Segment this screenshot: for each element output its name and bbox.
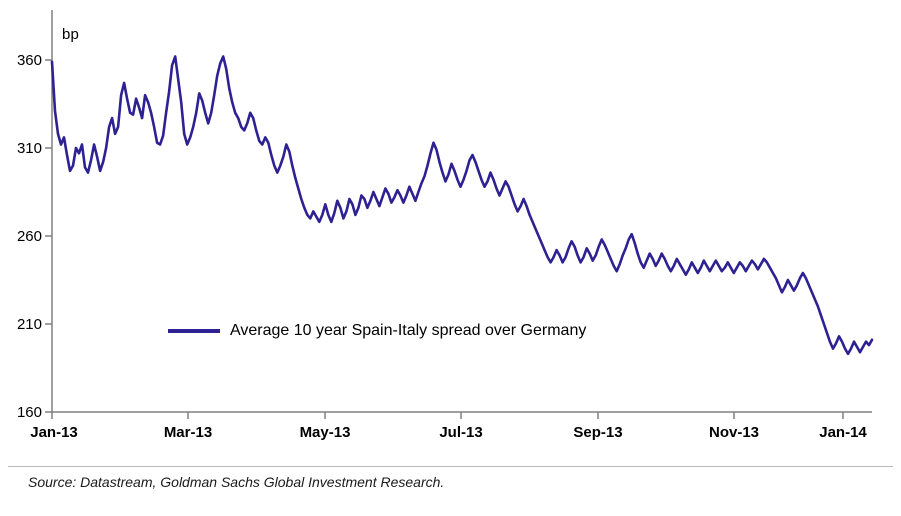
series-line-spain-italy-spread xyxy=(52,57,872,354)
x-tick-label-jan-14: Jan-14 xyxy=(819,424,867,441)
chart-legend xyxy=(168,322,586,340)
x-tick-label-may-13: May-13 xyxy=(299,424,351,441)
y-tick-marks xyxy=(45,60,52,412)
x-tick-label-jan-13: Jan-13 xyxy=(30,424,78,441)
source-divider xyxy=(8,466,893,467)
y-tick-label-360: 360 xyxy=(16,52,42,69)
y-tick-label-210: 210 xyxy=(16,316,42,333)
y-tick-label-310: 310 xyxy=(16,140,42,157)
x-tick-marks xyxy=(52,412,843,419)
legend-label-spain-italy-spread: Average 10 year Spain-Italy spread over Germany xyxy=(230,322,587,339)
x-tick-label-jul-13: Jul-13 xyxy=(439,424,483,441)
y-tick-label-160: 160 xyxy=(16,404,42,421)
y-tick-label-260: 260 xyxy=(16,228,42,245)
x-tick-label-mar-13: Mar-13 xyxy=(163,424,213,441)
legend-swatch-spain-italy-spread xyxy=(168,329,220,333)
y-axis-unit-label: bp xyxy=(62,26,80,43)
x-tick-label-nov-13: Nov-13 xyxy=(708,424,760,441)
x-tick-label-sep-13: Sep-13 xyxy=(573,424,623,441)
source-note: Source: Datastream, Goldman Sachs Global Investment Research. xyxy=(28,474,445,490)
